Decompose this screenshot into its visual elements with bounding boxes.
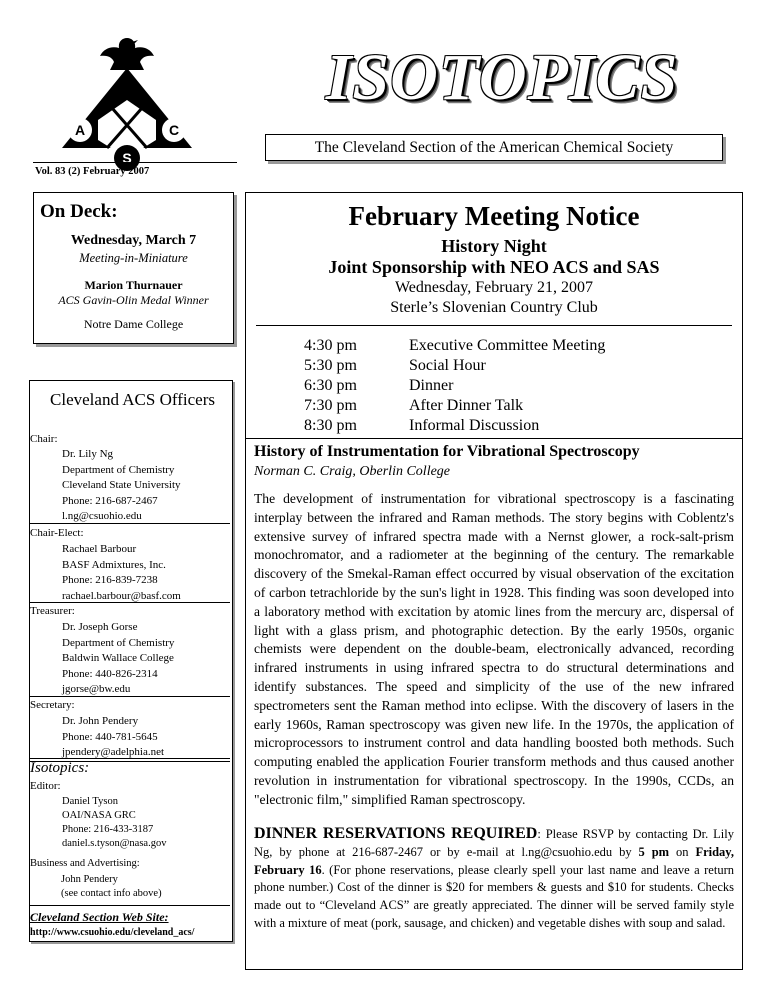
divider: [30, 696, 230, 697]
on-deck-location: Notre Dame College: [83, 317, 184, 331]
schedule-event: Executive Committee Meeting: [409, 337, 606, 354]
chair-phone: Phone: 216-687-2467: [62, 494, 158, 507]
chair-elect-org: BASF Admixtures, Inc.: [62, 558, 166, 571]
dinner-text: on: [669, 844, 696, 859]
chair-name: Dr. Lily Ng: [62, 448, 114, 460]
meeting-sponsorship: Joint Sponsorship with NEO ACS and SAS: [328, 257, 660, 277]
divider: [30, 905, 230, 906]
schedule-event: After Dinner Talk: [409, 397, 524, 414]
treasurer-org: Baldwin Wallace College: [62, 652, 174, 664]
editor-info: [62, 795, 166, 851]
business-name: John Pendery: [61, 874, 118, 885]
chair-elect-name: Rachael Barbour: [62, 543, 137, 555]
business-info: [61, 873, 162, 901]
schedule-time: 7:30 pm: [304, 397, 357, 414]
schedule-time: 4:30 pm: [304, 337, 357, 354]
secretary-role: Secretary:: [30, 699, 75, 711]
newsletter-title: ISOTOPICS: [325, 41, 679, 114]
treasurer-dept: Department of Chemistry: [62, 636, 175, 649]
divider: [30, 758, 230, 759]
chair-elect-info: [62, 542, 181, 604]
meeting-date: Wednesday, February 21, 2007: [394, 279, 594, 296]
schedule-time: 5:30 pm: [304, 357, 357, 374]
editor-org: OAI/NASA GRC: [62, 810, 136, 821]
schedule-time: 6:30 pm: [304, 377, 357, 394]
web-heading: Cleveland Section Web Site:: [30, 910, 169, 924]
secretary-name: Dr. John Pendery: [62, 715, 139, 727]
dinner-heading: DINNER RESERVATIONS REQUIRED: [254, 825, 538, 842]
newsletter-subtitle: The Cleveland Section of the American Chemical Society: [265, 134, 723, 161]
chair-info: [62, 447, 181, 525]
volume-line: Vol. 83 (2) February 2007: [33, 162, 237, 177]
editor-phone: Phone: 216-433-3187: [62, 824, 154, 835]
divider: [256, 325, 732, 326]
logo-letter-a: A: [74, 122, 86, 138]
chair-role: Chair:: [30, 433, 58, 445]
dinner-reservations: [254, 825, 734, 933]
article-body: The development of instrumentation for vibrational spectroscopy is a fascinating interplay between the infrared and Raman methods. The story begins with Coblentz's extensive survey of infrared spectra made with a Nernst glower, a rock-salt-prism monochromator, and a radiometer at the beginning of the century. The remarkable discovery of the Smekal-Raman effect occurred by visual observation of the excitation of carbon tetrachloride by the sun's light in 1928. This finding was soon developed into a laboratory method with excitation by atomic lines from the mercury arc, dispersal of light with a glass prism, and photographic detection. By the early 1950s, organic chemists were dependent on the double-beam, electronically advanced, recording infrared instruments in using infrared spectra to do structural determinations and identify substances. The speed and simplicity of the use of the new infrared spectrometers sent the Raman method into eclipse. With the discovery of lasers in the early 1960s, Raman spectroscopy was given new life. In the 1970s, the application of microprocessors to instrument control and data handling boosted both methods. Such computing enabled the application Fourier transform methods and thus caused another revolution in instrumentation for vibrational spectroscopy. In the 1990s, CCDs, an "electronic film," simplified Raman spectroscopy.: [254, 491, 734, 807]
article-title: History of Instrumentation for Vibrational Spectroscopy: [254, 443, 640, 460]
chair-dept: Department of Chemistry: [62, 463, 175, 476]
eagle-icon: [100, 38, 154, 70]
on-deck-type: Meeting-in-Miniature: [79, 251, 188, 265]
treasurer-info: [62, 620, 174, 698]
divider: [30, 523, 230, 524]
editor-role: Editor:: [30, 780, 61, 792]
schedule-event: Dinner: [409, 377, 454, 394]
business-note: (see contact info above): [61, 888, 162, 899]
editor-name: Daniel Tyson: [62, 796, 118, 807]
schedule-event: Social Hour: [409, 357, 486, 374]
chair-elect-phone: Phone: 216-839-7238: [62, 574, 158, 586]
dinner-text: : Please RSVP by contacting Dr. Lily Ng, by phone at 216-687-2467 or by e-mail at l.ng@csuohio.edu by: [254, 827, 735, 859]
chair-email[interactable]: l.ng@csuohio.edu: [62, 510, 142, 522]
chair-org: Cleveland State University: [62, 479, 181, 491]
meeting-notice: [245, 192, 743, 970]
acs-logo: [52, 30, 202, 175]
logo-letter-s: S: [122, 150, 132, 166]
meeting-title: February Meeting Notice: [348, 201, 640, 231]
treasurer-email[interactable]: jgorse@bw.edu: [62, 683, 131, 695]
schedule-event: Informal Discussion: [409, 417, 540, 434]
editor-email[interactable]: daniel.s.tyson@nasa.gov: [62, 838, 167, 849]
on-deck-heading: On Deck:: [40, 201, 118, 222]
chair-elect-role: Chair-Elect:: [30, 527, 84, 539]
web-url-link[interactable]: http://www.csuohio.edu/cleveland_acs/: [30, 927, 195, 938]
officers-sidebar: [29, 380, 233, 942]
dinner-deadline-time: 5 pm: [638, 844, 670, 859]
dinner-deadline-date: Friday, February 16: [254, 844, 734, 877]
on-deck-date: Wednesday, March 7: [70, 233, 197, 248]
isotopics-heading: Isotopics:: [30, 760, 90, 776]
officers-title: Cleveland ACS Officers: [50, 390, 215, 409]
treasurer-name: Dr. Joseph Gorse: [62, 621, 138, 633]
secretary-email[interactable]: jpendery@adelphia.net: [62, 746, 165, 758]
on-deck-speaker: Marion Thurnauer: [84, 278, 183, 292]
treasurer-role: Treasurer:: [30, 605, 75, 617]
on-deck-award: ACS Gavin-Olin Medal Winner: [58, 293, 209, 307]
chair-elect-email[interactable]: rachael.barbour@basf.com: [62, 589, 181, 602]
schedule-time: 8:30 pm: [304, 417, 357, 434]
divider: [246, 438, 742, 439]
meeting-subtitle: History Night: [441, 236, 547, 256]
treasurer-phone: Phone: 440-826-2314: [62, 667, 158, 680]
business-role: Business and Advertising:: [30, 858, 140, 869]
article-author: Norman C. Craig, Oberlin College: [254, 464, 451, 479]
secretary-info: [62, 714, 164, 761]
meeting-venue: Sterle’s Slovenian Country Club: [390, 299, 598, 316]
divider: [30, 602, 230, 603]
logo-letter-c: C: [168, 122, 180, 138]
dinner-text: . (For phone reservations, please clearly spell your last name and leave a return phone number.) Cost of the dinner is $20 for members & guests and $10 for students. Checks made out to “Cleveland ACS” are greatly appreciated. The dinner will be served family style with a mixture of meat (pork, sausage, and chicken) and vegetable dishes with soup and salad.: [254, 862, 734, 930]
secretary-phone: Phone: 440-781-5645: [62, 730, 158, 743]
on-deck-box: [33, 192, 234, 344]
